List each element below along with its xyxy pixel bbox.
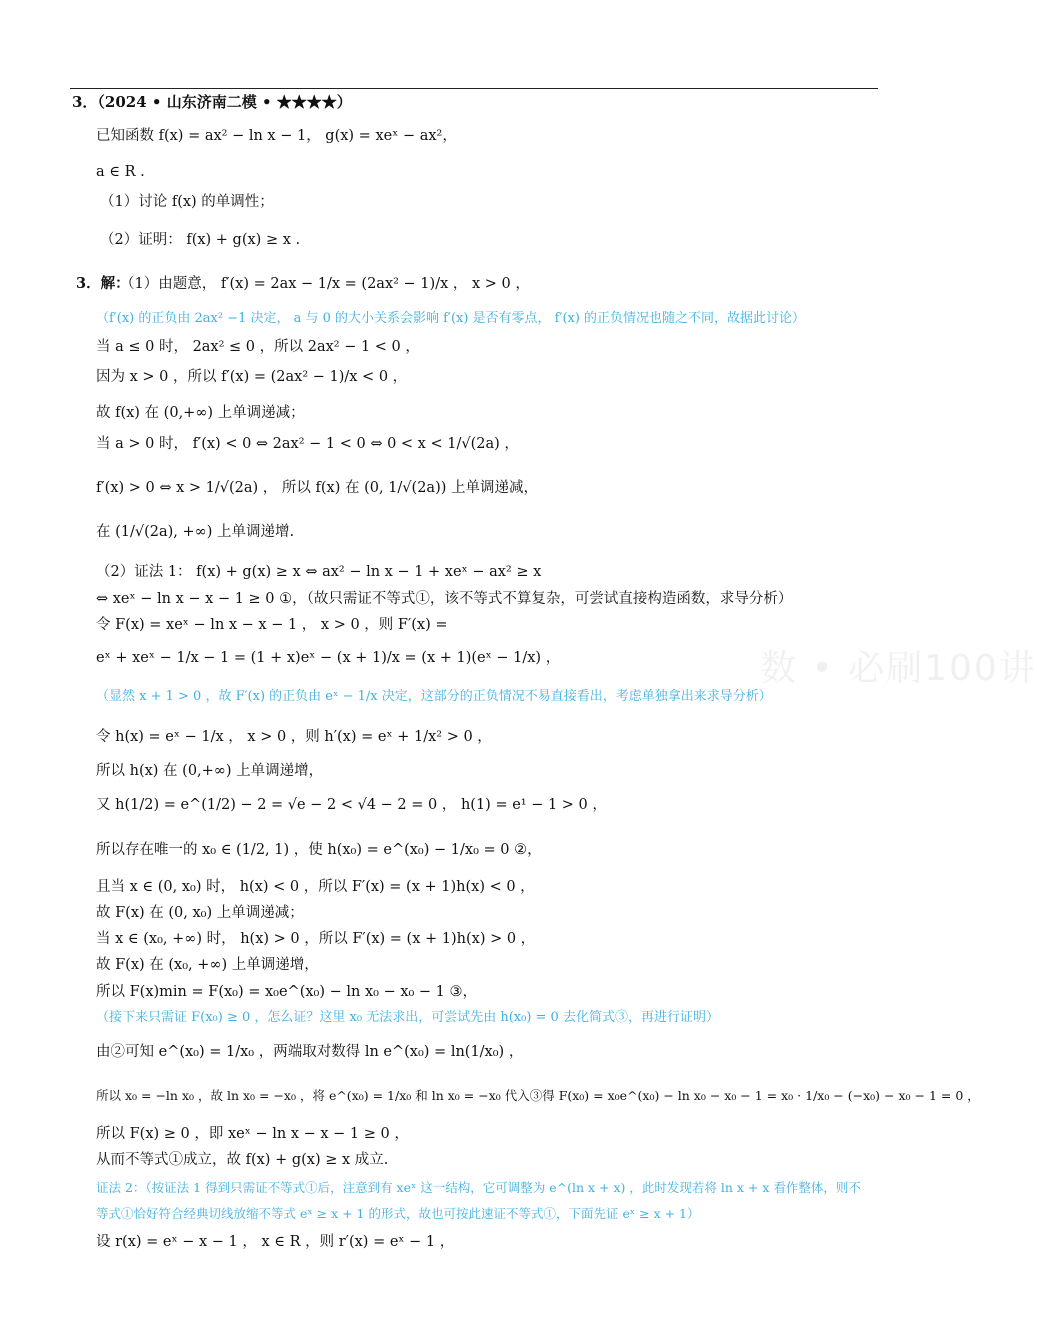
solution-note: 证法 2：（按证法 1 得到只需证不等式①后，注意到有 xeˣ 这一结构，它可调整为 e^(ln x + x) ，此时发现若将 ln x + x 看作整体，则不 (96, 1180, 861, 1195)
problem-part-2: （2）证明： f(x) + g(x) ≥ x . (100, 232, 301, 248)
solution-line: 故 F(x) 在 (0, x₀) 上单调递减； (96, 905, 304, 921)
solution-line: 当 a ≤ 0 时， 2ax² ≤ 0 ，所以 2ax² − 1 < 0 ， (96, 339, 420, 355)
problem-given-2: a ∈ R . (96, 164, 145, 180)
solution-note: 等式①恰好符合经典切线放缩不等式 eˣ ≥ x + 1 的形式，故也可按此速证不等式①，下面先证 eˣ ≥ x + 1） (96, 1206, 700, 1221)
solution-note: （显然 x + 1 > 0 ，故 F′(x) 的正负由 eˣ − 1/x 决定，这部分的正负情况不易直接看出，考虑单独拿出来求导分析） (96, 689, 772, 704)
solution-note: （f′(x) 的正负由 2ax² −1 决定， a 与 0 的大小关系会影响 f′(x) 是否有零点， f′(x) 的正负情况也随之不同，故据此讨论） (96, 311, 806, 326)
solution-line: （2）证法 1： f(x) + g(x) ≥ x ⇔ ax² − ln x − 1 + xeˣ − ax² ≥ x (96, 564, 542, 580)
solution-note: （接下来只需证 F(x₀) ≥ 0 ，怎么证？这里 x₀ 无法求出，可尝试先由 h(x₀) = 0 去化简式③，再进行证明） (96, 1010, 719, 1025)
solution-line: f′(x) > 0 ⇔ x > 1/√(2a) ， 所以 f(x) 在 (0, 1/√(2a)) 上单调递减， (96, 480, 538, 496)
solution-line: 设 r(x) = eˣ − x − 1 ， x ∈ R ，则 r′(x) = eˣ − 1 ， (96, 1234, 455, 1250)
problem-part-1: （1）讨论 f(x) 的单调性； (100, 194, 274, 210)
solution-line: ⇔ xeˣ − ln x − x − 1 ≥ 0 ①，（故只需证不等式①，该不等式不算复杂，可尝试直接构造函数，求导分析） (96, 591, 793, 607)
solution-line: （1）由题意， f′(x) = 2ax − 1/x = (2ax² − 1)/x ， x > 0 ， (120, 276, 530, 292)
solution-line: 令 F(x) = xeˣ − ln x − x − 1 ， x > 0 ，则 F′(x) = (96, 617, 448, 633)
solution-line: 又 h(1/2) = e^(1/2) − 2 = √e − 2 < √4 − 2 = 0 ， h(1) = e¹ − 1 > 0 ， (96, 797, 607, 813)
problem-header: 3．（2024 • 山东济南二模 • ★★★★） (72, 93, 352, 111)
solution-line: 所以 F(x) ≥ 0 ，即 xeˣ − ln x − x − 1 ≥ 0 ， (96, 1126, 409, 1142)
solution-line: 故 F(x) 在 (x₀, +∞) 上单调递增， (96, 957, 319, 973)
solution-line: 所以 x₀ = −ln x₀ ，故 ln x₀ = −x₀ ，将 e^(x₀) = 1/x₀ 和 ln x₀ = −x₀ 代入③得 F(x₀) = x₀e^(x₀) − ln x₀ − x₀ − 1 = x₀ · 1/x₀ − (−x₀) − x₀ − 1 = 0 ， (96, 1088, 980, 1103)
solution-line: 故 f(x) 在 (0,+∞) 上单调递减； (96, 405, 305, 421)
problem-given-1: 已知函数 f(x) = ax² − ln x − 1， g(x) = xeˣ − ax²， (96, 128, 457, 144)
solution-line: 当 a > 0 时， f′(x) < 0 ⇔ 2ax² − 1 < 0 ⇔ 0 < x < 1/√(2a) ， (96, 436, 519, 452)
solution-line: 由②可知 e^(x₀) = 1/x₀ ，两端取对数得 ln e^(x₀) = ln(1/x₀) ， (96, 1044, 524, 1060)
watermark: 数 • 必刷100讲 (760, 648, 1037, 689)
solution-line: 令 h(x) = eˣ − 1/x ， x > 0 ，则 h′(x) = eˣ + 1/x² > 0 ， (96, 729, 492, 745)
solution-label: 3．解： (76, 275, 130, 292)
solution-line: 所以 F(x)min = F(x₀) = x₀e^(x₀) − ln x₀ − x₀ − 1 ③， (96, 984, 478, 1000)
solution-line: 且当 x ∈ (0, x₀) 时， h(x) < 0 ，所以 F′(x) = (x + 1)h(x) < 0 ， (96, 879, 535, 895)
header-rule (70, 88, 878, 89)
solution-line: eˣ + xeˣ − 1/x − 1 = (1 + x)eˣ − (x + 1)/x = (x + 1)(eˣ − 1/x) ， (96, 650, 561, 666)
solution-line: 在 (1/√(2a), +∞) 上单调递增. (96, 524, 295, 540)
solution-line: 当 x ∈ (x₀, +∞) 时， h(x) > 0 ，所以 F′(x) = (x + 1)h(x) > 0 ， (96, 931, 536, 947)
solution-line: 所以 h(x) 在 (0,+∞) 上单调递增， (96, 763, 324, 779)
solution-line: 因为 x > 0 ，所以 f′(x) = (2ax² − 1)/x < 0 ， (96, 369, 408, 385)
solution-line: 从而不等式①成立，故 f(x) + g(x) ≥ x 成立. (96, 1152, 389, 1168)
solution-line: 所以存在唯一的 x₀ ∈ (1/2, 1) ，使 h(x₀) = e^(x₀) − 1/x₀ = 0 ②， (96, 842, 542, 858)
